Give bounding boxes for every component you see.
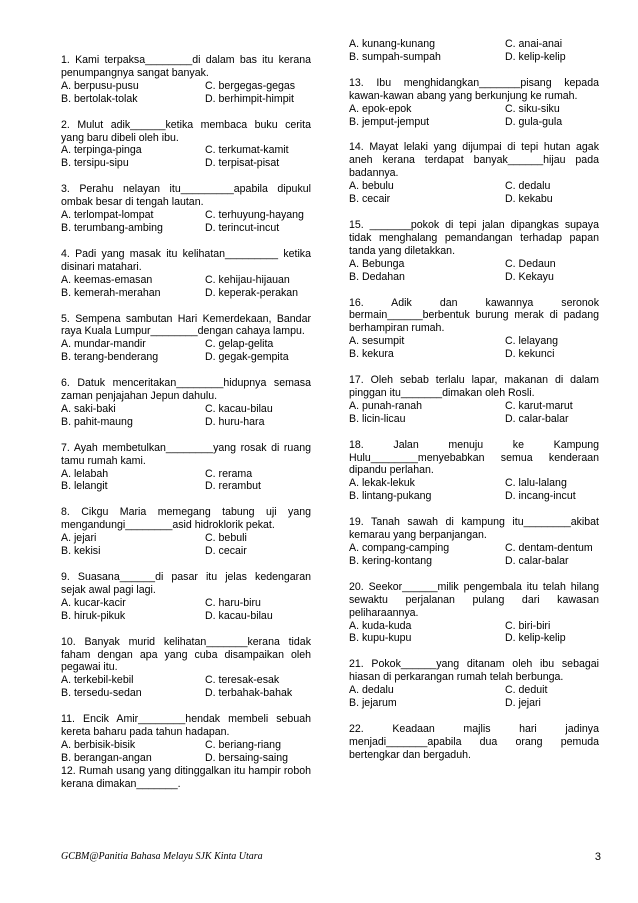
answer-option: A. bebulu: [349, 180, 394, 193]
option-row: [349, 697, 599, 710]
question-block: [349, 297, 599, 362]
answer-option: A. terpinga-pinga: [61, 144, 142, 157]
footer-text: GCBM@Panitia Bahasa Melayu SJK Kinta Utara: [61, 851, 263, 862]
question-block: [61, 183, 311, 235]
answer-option: B. kering-kontang: [349, 554, 433, 567]
option-row: [349, 620, 599, 633]
answer-option: B. licin-licau: [349, 412, 406, 425]
question-block: [61, 377, 311, 429]
answer-option: A. mundar-mandir: [61, 338, 146, 351]
question-block: [349, 38, 599, 64]
question-stem: 4. Padi yang masak itu kelihatan_________ ketika disinari matahari.: [61, 247, 311, 273]
question-block: [349, 374, 599, 426]
question-block: [349, 77, 599, 129]
option-row: [61, 274, 311, 287]
question-stem: 2. Mulut adik______ketika membaca buku cerita yang baru dibeli oleh ibu.: [61, 118, 311, 144]
answer-option: B. pahit-maung: [61, 415, 133, 428]
option-row: [61, 416, 311, 429]
question-block: [61, 248, 311, 300]
answer-option: B. berangan-angan: [61, 751, 152, 764]
answer-option: A. berpusu-pusu: [61, 79, 139, 92]
question-stem: 22. Keadaan majlis hari jadinya menjadi_______apabila dua orang pemuda bertengkar dan bergaduh.: [349, 722, 599, 761]
option-row: [61, 687, 311, 700]
option-row: [349, 116, 599, 129]
option-row: [349, 555, 599, 568]
question-stem: 1. Kami terpaksa________di dalam bas itu kerana penumpangnya sangat banyak.: [61, 54, 311, 79]
answer-option: A. keemas-emasan: [61, 273, 153, 286]
answer-option: B. lintang-pukang: [349, 490, 432, 503]
answer-option: A. kunang-kunang: [349, 38, 435, 50]
answer-option: D. calar-balar: [505, 412, 569, 425]
answer-option: D. Kekayu: [505, 270, 554, 283]
question-block: [61, 765, 311, 791]
option-row: [61, 610, 311, 623]
answer-option: D. terincut-incut: [205, 221, 280, 234]
answer-option: A. punah-ranah: [349, 399, 423, 412]
answer-option: B. kekisi: [61, 545, 101, 558]
answer-option: C. biri-biri: [505, 619, 551, 632]
answer-option: C. lalu-lalang: [505, 477, 567, 490]
answer-option: D. rerambut: [205, 480, 261, 493]
question-stem: 9. Suasana______di pasar itu jelas kedengaran sejak awal pagi lagi.: [61, 571, 311, 596]
question-block: [61, 571, 311, 623]
option-row: [349, 38, 599, 51]
answer-option: B. sumpah-sumpah: [349, 50, 441, 63]
option-row: [61, 403, 311, 416]
answer-option: D. terpisat-pisat: [205, 157, 280, 170]
answer-option: A. terlompat-lompat: [61, 209, 154, 222]
answer-option: B. jemput-jemput: [349, 115, 430, 128]
answer-option: B. terumbang-ambing: [61, 221, 163, 234]
answer-option: C. teresak-esak: [205, 674, 280, 687]
question-block: [349, 439, 599, 504]
question-stem: 12. Rumah usang yang ditinggalkan itu hampir roboh kerana dimakan_______.: [61, 764, 311, 790]
question-block: [61, 54, 311, 106]
answer-option: D. calar-balar: [505, 554, 569, 567]
answer-option: A. Bebunga: [349, 257, 405, 270]
answer-option: C. dentam-dentum: [505, 542, 593, 554]
answer-option: B. lelangit: [61, 480, 108, 493]
question-block: [349, 141, 599, 206]
option-row: [61, 739, 311, 752]
question-stem: 15. _______pokok di tepi jalan dipangkas supaya tidak menghalang pemandangan terhadap papan tanda yang diletakkan.: [349, 218, 599, 257]
right-column: [349, 38, 599, 775]
answer-option: D. kekabu: [505, 193, 553, 206]
answer-option: B. tersipu-sipu: [61, 157, 129, 170]
answer-option: C. kacau-bilau: [205, 402, 273, 415]
question-block: [61, 636, 311, 701]
answer-option: A. sesumpit: [349, 335, 405, 348]
question-stem: 17. Oleh sebab terlalu lapar, makanan di dalam pinggan itu_______dimakan oleh Rosli.: [349, 374, 599, 399]
option-row: [61, 80, 311, 93]
answer-option: B. tersedu-sedan: [61, 687, 142, 700]
answer-option: C. kehijau-hijauan: [205, 273, 290, 286]
option-row: [349, 193, 599, 206]
question-stem: 18. Jalan menuju ke Kampung Hulu________menyebabkan semua kenderaan dipandu perlahan.: [349, 438, 599, 477]
answer-option: D. keperak-perakan: [205, 286, 299, 299]
answer-option: D. kekunci: [505, 348, 555, 361]
option-row: [349, 413, 599, 426]
answer-option: C. lelayang: [505, 335, 558, 348]
option-row: [349, 271, 599, 284]
answer-option: A. saki-baki: [61, 402, 116, 415]
question-stem: 21. Pokok______yang ditanam oleh ibu sebagai hiasan di perkarangan rumah telah berbunga.: [349, 658, 599, 684]
option-row: [349, 103, 599, 116]
answer-option: A. epok-epok: [349, 102, 412, 115]
option-row: [61, 157, 311, 170]
answer-option: C. bebuli: [205, 532, 247, 545]
answer-option: A. lekak-lekuk: [349, 477, 415, 490]
question-stem: 10. Banyak murid kelihatan_______kerana tidak faham dengan apa yang cuba disampaikan oleh pegawai itu.: [61, 635, 311, 674]
answer-option: A. kuda-kuda: [349, 619, 412, 632]
answer-option: C. dedalu: [505, 180, 551, 193]
option-row: [61, 144, 311, 157]
answer-option: C. siku-siku: [505, 102, 560, 115]
option-row: [349, 477, 599, 490]
option-row: [61, 209, 311, 222]
answer-option: B. terang-benderang: [61, 351, 159, 364]
option-row: [349, 180, 599, 193]
question-block: [61, 119, 311, 171]
answer-option: C. gelap-gelita: [205, 338, 274, 351]
question-stem: 8. Cikgu Maria memegang tabung uji yang mengandungi________asid hidroklorik pekat.: [61, 506, 311, 532]
answer-option: D. kelip-kelip: [505, 50, 566, 63]
question-stem: 19. Tanah sawah di kampung itu________akibat kemarau yang berpanjangan.: [349, 516, 599, 542]
answer-option: B. kupu-kupu: [349, 632, 412, 645]
question-stem: 11. Encik Amir________hendak membeli sebuah kereta baharu pada tahun hadapan.: [61, 713, 311, 739]
answer-option: A. terkebil-kebil: [61, 674, 134, 687]
question-stem: 6. Datuk menceritakan________hidupnya semasa zaman penjajahan Jepun dahulu.: [61, 377, 311, 403]
option-row: [61, 338, 311, 351]
answer-option: A. lelabah: [61, 467, 109, 480]
answer-option: B. bertolak-tolak: [61, 92, 138, 105]
answer-option: C. beriang-riang: [205, 738, 281, 751]
question-block: [61, 506, 311, 558]
option-row: [61, 222, 311, 235]
answer-option: D. bersaing-saing: [205, 751, 289, 764]
question-block: [349, 516, 599, 568]
answer-option: C. anai-anai: [505, 38, 563, 50]
answer-option: D. kelip-kelip: [505, 632, 566, 645]
option-row: [61, 545, 311, 558]
answer-option: C. haru-biru: [205, 596, 261, 609]
option-row: [61, 93, 311, 106]
answer-option: B. jejarum: [349, 697, 397, 710]
option-row: [349, 542, 599, 555]
question-stem: 14. Mayat lelaki yang dijumpai di tepi hutan agak aneh kerana terdapat banyak______hijau pada badannya.: [349, 141, 599, 180]
answer-option: C. deduit: [505, 684, 548, 697]
question-block: [61, 713, 311, 765]
question-stem: 3. Perahu nelayan itu_________apabila dipukul ombak besar di tengah lautan.: [61, 183, 311, 209]
option-row: [61, 468, 311, 481]
option-row: [349, 490, 599, 503]
option-row: [349, 348, 599, 361]
answer-option: D. terbahak-bahak: [205, 687, 293, 700]
answer-option: D. incang-incut: [505, 490, 576, 503]
option-row: [349, 335, 599, 348]
option-row: [61, 674, 311, 687]
question-block: [61, 442, 311, 494]
answer-option: C. Dedaun: [505, 257, 556, 270]
option-row: [61, 287, 311, 300]
question-block: [349, 581, 599, 646]
answer-option: A. jejari: [61, 532, 97, 545]
answer-option: B. Dedahan: [349, 270, 405, 283]
answer-option: D. huru-hara: [205, 415, 265, 428]
page-number: 3: [594, 851, 601, 863]
question-block: [61, 313, 311, 365]
answer-option: D. berhimpit-himpit: [205, 92, 294, 105]
answer-option: C. terhuyung-hayang: [205, 209, 304, 222]
answer-option: C. bergegas-gegas: [205, 79, 296, 92]
answer-option: C. karut-marut: [505, 399, 573, 412]
option-row: [61, 597, 311, 610]
answer-option: A. berbisik-bisik: [61, 738, 136, 751]
answer-option: B. kekura: [349, 348, 394, 361]
option-row: [349, 632, 599, 645]
question-stem: 20. Seekor______milik pengembala itu telah hilang sewaktu perjalanan pulang dari kawasan peliharaannya.: [349, 580, 599, 619]
option-row: [61, 351, 311, 364]
question-stem: 7. Ayah membetulkan________yang rosak di ruang tamu rumah kami.: [61, 441, 311, 467]
left-column: [61, 54, 311, 804]
option-row: [349, 51, 599, 64]
question-block: [349, 658, 599, 710]
answer-option: B. hiruk-pikuk: [61, 609, 126, 622]
question-stem: 16. Adik dan kawannya seronok bermain______berbentuk burung merak di padang berhampiran rumah.: [349, 296, 599, 335]
option-row: [349, 400, 599, 413]
answer-option: C. terkumat-kamit: [205, 144, 289, 157]
page-footer: [61, 851, 601, 865]
option-row: [61, 532, 311, 545]
answer-option: A. compang-camping: [349, 542, 450, 554]
answer-option: D. gula-gula: [505, 115, 563, 128]
answer-option: B. cecair: [349, 193, 391, 206]
answer-option: D. kacau-bilau: [205, 609, 273, 622]
question-stem: 5. Sempena sambutan Hari Kemerdekaan, Bandar raya Kuala Lumpur________dengan cahaya lampu.: [61, 312, 311, 338]
question-block: [349, 219, 599, 284]
option-row: [349, 684, 599, 697]
answer-option: B. kemerah-merahan: [61, 286, 161, 299]
answer-option: D. gegak-gempita: [205, 351, 289, 364]
option-row: [349, 258, 599, 271]
answer-option: C. rerama: [205, 467, 253, 480]
answer-option: D. cecair: [205, 545, 247, 558]
answer-option: D. jejari: [505, 697, 541, 710]
answer-option: A. dedalu: [349, 684, 394, 697]
answer-option: A. kucar-kacir: [61, 596, 126, 609]
question-block: [349, 723, 599, 762]
question-stem: 13. Ibu menghidangkan_______pisang kepada kawan-kawan abang yang berkunjung ke rumah.: [349, 76, 599, 102]
option-row: [61, 752, 311, 765]
option-row: [61, 480, 311, 493]
